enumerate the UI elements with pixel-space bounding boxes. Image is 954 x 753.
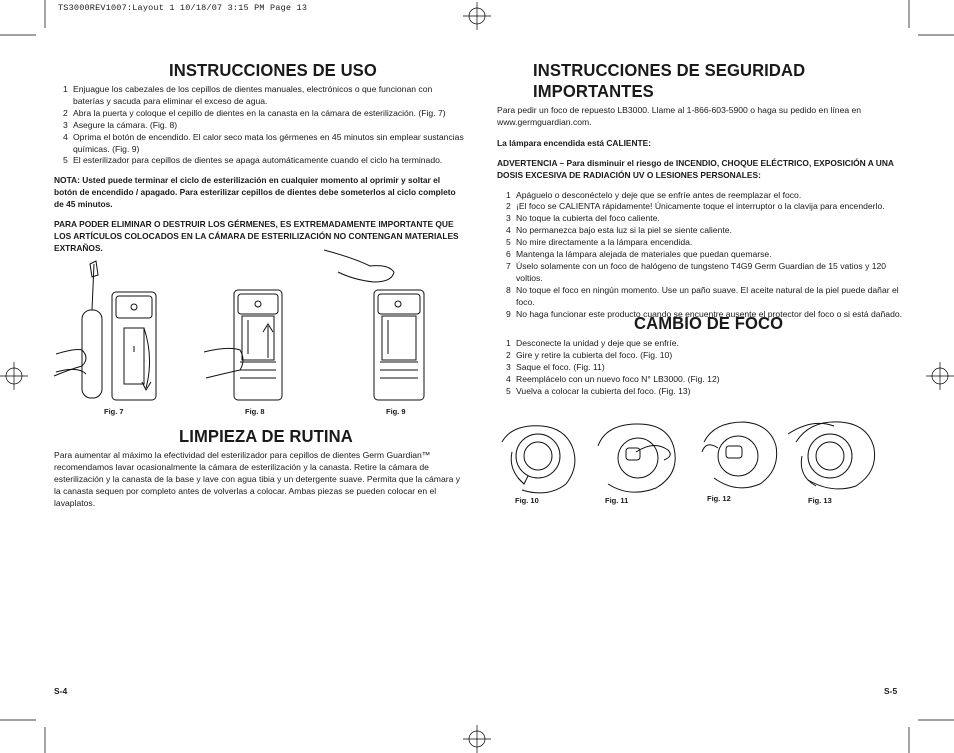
uso-step: 4 Oprima el botón de encendido. El calor seco mata los gérmenes en 45 minutos sin emplear sustancias químicas. (Fig. 9) — [63, 131, 464, 154]
uso-step: 3 Asegure la cámara. (Fig. 8) — [63, 119, 178, 130]
seguridad-step: 6 Mantenga la lámpara alejada de materiales que puedan quemarse. — [506, 249, 772, 260]
uso-step: 2 Abra la puerta y coloque el cepillo de dientes en la canasta en la cámara de esterilización. (Fig. 7) — [63, 107, 446, 118]
print-slug: TS3000REV1007:Layout 1 10/18/07 3:15 PM Page 13 — [58, 3, 308, 13]
cambio-step: 2 Gire y retire la cubierta del foco. (Fig. 10) — [506, 349, 673, 360]
uso-note: NOTA: Usted puede terminar el ciclo de esterilización en cualquier momento al oprimir y soltar el botón de encendido / apagado. Para esterilizar cepillos de dientes debe someterlos al ciclo completo de 45 minutos. — [54, 175, 456, 210]
limpieza-section — [54, 426, 464, 510]
seguridad-steps — [497, 190, 907, 321]
fig-10-caption: Fig. 10 — [515, 496, 539, 505]
fig-9-caption: Fig. 9 — [386, 407, 406, 416]
fig-11-caption: Fig. 11 — [605, 496, 629, 505]
page-number-left: S-4 — [54, 686, 68, 696]
seguridad-hot: La lámpara encendida está CALIENTE: — [497, 137, 652, 148]
registration-mark-left — [0, 362, 28, 390]
cambio-section — [497, 313, 907, 398]
seguridad-warning: ADVERTENCIA – Para disminuir el riesgo de INCENDIO, CHOQUE ELÉCTRICO, EXPOSICIÓN A UNA DOSIS EXCESIVA DE RADIACIÓN UV O LESIONES PERSONALES: — [497, 157, 894, 180]
seguridad-step: 7 Úselo solamente con un foco de halógeno de tungsteno T4G9 Germ Guardian de 15 vatios y 120 voltios. — [506, 260, 887, 283]
figures-10-13-illustration — [498, 412, 898, 497]
seguridad-step: 5 No mire directamente a la lámpara encendida. — [506, 237, 693, 248]
registration-mark-bottom — [463, 725, 491, 753]
cambio-steps — [497, 338, 907, 398]
seguridad-step: 3 No toque la cubierta del foco caliente. — [506, 213, 660, 224]
uso-steps — [54, 84, 464, 167]
registration-mark-top — [463, 2, 491, 30]
cambio-step: 3 Saque el foco. (Fig. 11) — [506, 361, 605, 372]
seguridad-step: 2 ¡El foco se CALIENTA rápidamente! Únicamente toque el interruptor o la clavija para encenderlo. — [506, 201, 885, 212]
limpieza-title: LIMPIEZA DE RUTINA — [179, 426, 353, 446]
seguridad-step: 4 No permanezca bajo esta luz si la piel se siente caliente. — [506, 225, 732, 236]
fig-13-caption: Fig. 13 — [808, 496, 832, 505]
cambio-step: 4 Reemplácelo con un nuevo foco N° LB3000. (Fig. 12) — [506, 373, 720, 384]
seguridad-title: INSTRUCCIONES DE SEGURIDAD IMPORTANTES — [533, 60, 806, 101]
fig-8-caption: Fig. 8 — [245, 407, 265, 416]
fig-12-caption: Fig. 12 — [707, 494, 731, 503]
uso-step: 5 El esterilizador para cepillos de dientes se apaga automáticamente cuando el ciclo ha terminado. — [63, 155, 443, 166]
seguridad-intro: Para pedir un foco de repuesto LB3000. Llame al 1-866-603-5900 o haga su pedido en línea en www.germguardian.com. — [497, 105, 862, 127]
seguridad-step: 9 No haga funcionar este producto cuando se encuentre ausente el protector del foco o si está dañado. — [506, 308, 903, 319]
instrucciones-uso-title: INSTRUCCIONES DE USO — [169, 60, 377, 80]
cambio-title: CAMBIO DE FOCO — [634, 313, 784, 333]
figures-7-9-illustration — [54, 250, 459, 410]
uso-warning: PARA PODER ELIMINAR O DESTRUIR LOS GÉRMENES, ES EXTREMADAMENTE IMPORTANTE QUE LOS ARTÍCULOS COLOCADOS EN LA CÁMARA DE ESTERILIZACIÓN NO CONTENGAN MATERIALES EXTRAÑOS. — [54, 219, 459, 253]
left-page — [54, 60, 464, 255]
seguridad-step: 8 No toque el foco en ningún momento. Use un paño suave. El aceite natural de la piel puede dañar el foco. — [506, 284, 899, 307]
seguridad-step: 1 Apáguelo o desconéctelo y deje que se enfríe antes de reemplazar el foco. — [506, 189, 802, 200]
cambio-step: 5 Vuelva a colocar la cubierta del foco. (Fig. 13) — [506, 385, 691, 396]
page-number-right: S-5 — [884, 686, 898, 696]
cambio-step: 1 Desconecte la unidad y deje que se enfríe. — [506, 338, 679, 348]
fig-7-caption: Fig. 7 — [104, 407, 124, 416]
uso-step: 1 Enjuague los cabezales de los cepillos de dientes manuales, electrónicos o que funcionan con baterías y sacuda para eliminar el exceso de agua. — [63, 84, 433, 106]
registration-mark-right — [926, 362, 954, 390]
right-page — [497, 60, 907, 321]
limpieza-text: Para aumentar al máximo la efectividad del esterilizador para cepillos de dientes Germ Guardian™ recomendamos lavar ocasionalmente la cámara de esterilización y la canasta. Retire la cámara de esterilización y la canasta de la base y lave con agua tibia y un detergente suave. Permita que la cámara y la canasta sequen por completo antes de volverlas a colocar. Ambas piezas se pueden colocar en el lavaplatos. — [54, 450, 461, 508]
